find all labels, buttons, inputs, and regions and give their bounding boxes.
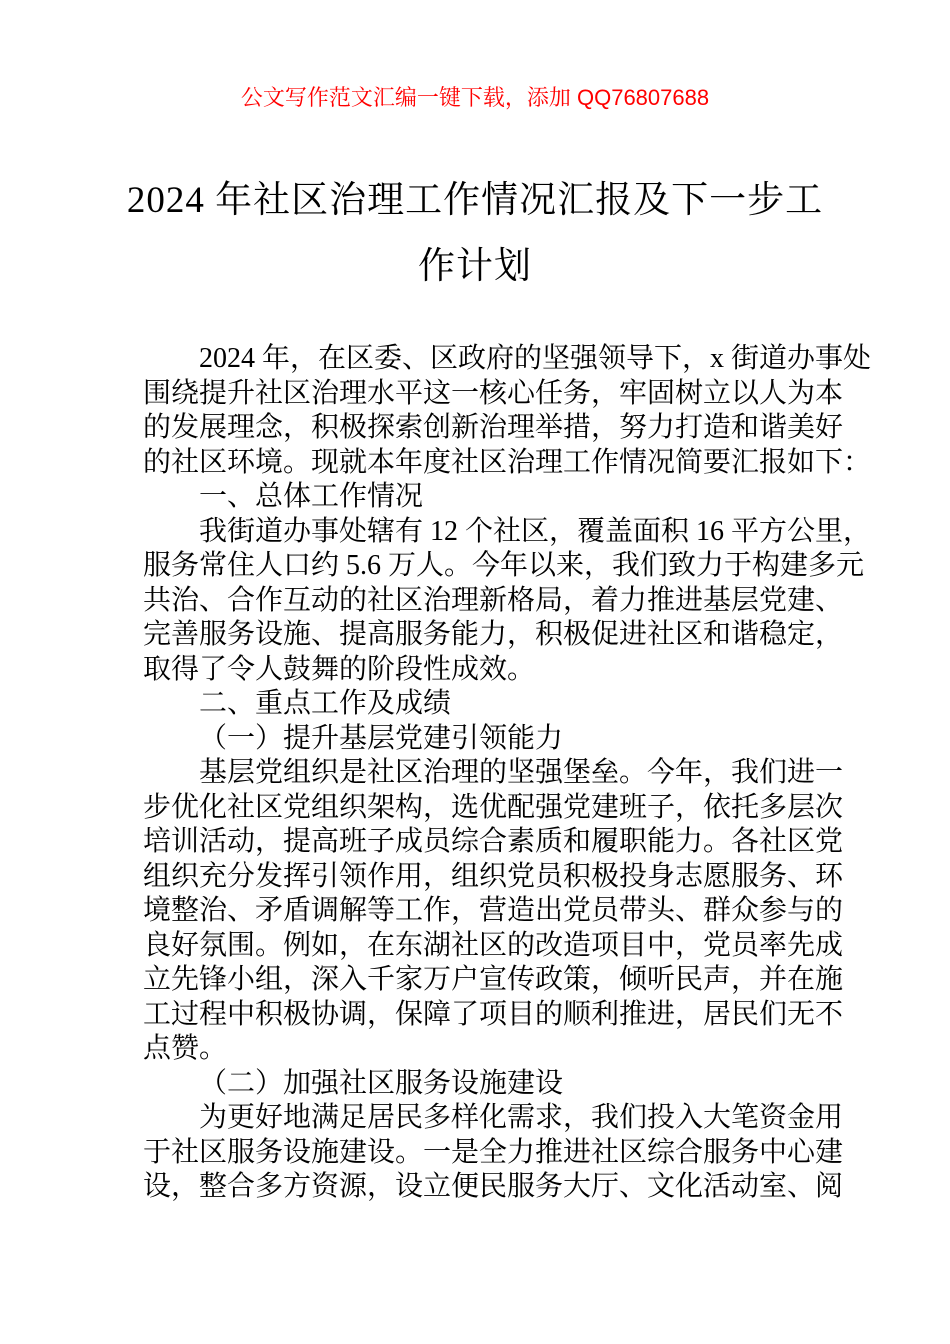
text-line: 完善服务设施、提高服务能力，积极促进社区和谐稳定，	[143, 619, 844, 650]
text-line: 的社区环境。现就本年度社区治理工作情况简要汇报如下：	[143, 446, 872, 478]
text-line: （一）提升基层党建引领能力	[199, 722, 564, 754]
text-line: 设，整合多方资源，设立便民服务大厅、文化活动室、阅	[143, 1171, 844, 1202]
text-line: 我街道办事处辖有 12 个社区，覆盖面积 16 平方公里，	[199, 515, 872, 547]
text-line: 工过程中积极协调，保障了项目的顺利推进，居民们无不	[143, 998, 844, 1030]
text-line: 点赞。	[143, 1033, 228, 1064]
text-line: 境整治、矛盾调解等工作，营造出党员带头、群众参与的	[143, 895, 844, 926]
document-title-line-2: 作计划	[418, 246, 532, 287]
text-line: 二、重点工作及成绩	[199, 688, 452, 719]
text-line: 培训活动，提高班子成员综合素质和履职能力。各社区党	[143, 826, 844, 857]
promo-notice-text: 公文写作范文汇编一键下载，添加 QQ76807688	[240, 85, 710, 110]
text-line: 2024 年，在区委、区政府的坚强领导下，x 街道办事处	[199, 343, 872, 374]
text-line: 于社区服务设施建设。一是全力推进社区综合服务中心建	[143, 1136, 844, 1168]
document-body	[143, 342, 872, 1205]
document-title-line-1: 2024 年社区治理工作情况汇报及下一步工	[126, 180, 824, 221]
text-line: 围绕提升社区治理水平这一核心任务，牢固树立以人为本	[143, 377, 844, 409]
text-line: 良好氛围。例如，在东湖社区的改造项目中，党员率先成	[143, 929, 844, 961]
text-line: 基层党组织是社区治理的坚强堡垒。今年，我们进一	[199, 757, 844, 788]
text-line: 步优化社区党组织架构，选优配强党建班子，依托多层次	[143, 791, 844, 823]
text-line: 一、总体工作情况	[199, 481, 424, 512]
text-line: 组织充分发挥引领作用，组织党员积极投身志愿服务、环	[143, 860, 844, 892]
text-line: 服务常住人口约 5.6 万人。今年以来，我们致力于构建多元	[143, 550, 865, 581]
text-line: 为更好地满足居民多样化需求，我们投入大笔资金用	[199, 1102, 844, 1133]
text-line: 取得了令人鼓舞的阶段性成效。	[143, 653, 536, 685]
text-line: 共治、合作互动的社区治理新格局，着力推进基层党建、	[143, 584, 844, 616]
text-line: （二）加强社区服务设施建设	[199, 1067, 564, 1099]
text-line: 立先锋小组，深入千家万户宣传政策，倾听民声，并在施	[143, 964, 844, 995]
text-line: 的发展理念，积极探索创新治理举措，努力打造和谐美好	[143, 412, 844, 443]
document-title	[0, 168, 950, 300]
